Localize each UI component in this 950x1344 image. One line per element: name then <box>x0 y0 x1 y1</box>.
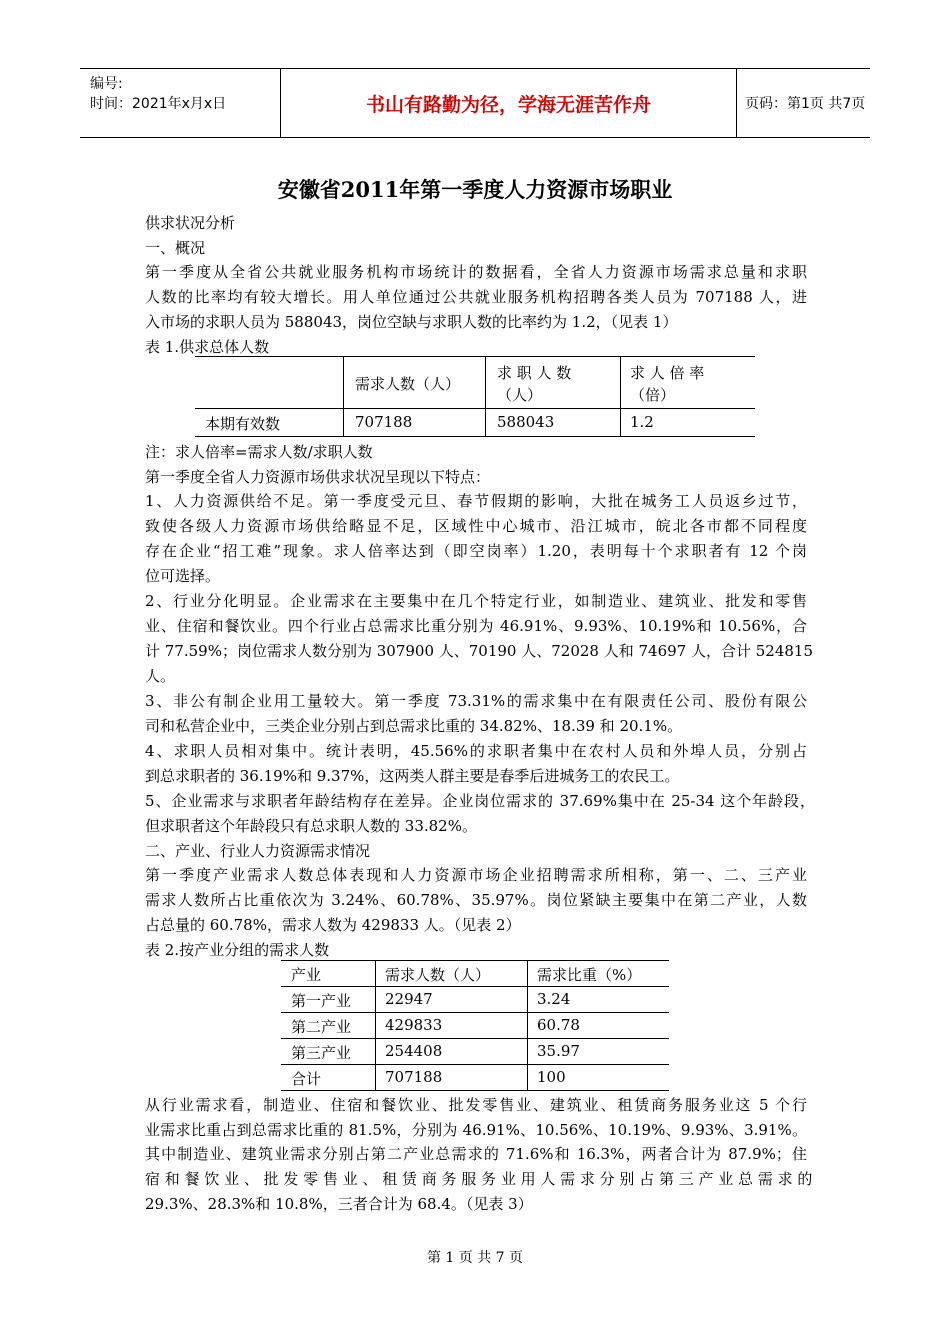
point-line: 计 77.59%；岗位需求人数分别为 307900 人、70190 人、72028 人和 74697 人，合计 524815 <box>145 642 814 660</box>
sector-line: 宿 和 餐 饮 业 、 批 发 零 售 业 、 租 赁 商 务 服 务 业 用 人 需 求 分 别 占 第 三 产 业 总 需 求 的 <box>145 1170 813 1188</box>
table2-cell: 100 <box>537 1068 566 1086</box>
point-line: 5、企业需求与求职者年龄结构存在差异。企业岗位需求的 37.69%集中在 25-34 这个年龄段， <box>145 792 815 810</box>
point-line: 2、行业分化明显。企业需求在主要集中在几个特定行业，如制造业、建筑业、批发和零售 <box>145 592 807 610</box>
table1-note: 注：求人倍率=需求人数/求职人数 <box>145 443 373 461</box>
table2-cell: 707188 <box>385 1068 443 1086</box>
header-meta <box>80 69 280 137</box>
table2-caption: 表 2.按产业分组的需求人数 <box>145 941 330 959</box>
section-heading-2: 二、产业、行业人力资源需求情况 <box>145 842 371 860</box>
overview-line: 入市场的求职人员为 588043，岗位空缺与求职人数的比率约为 1.2，（见表 1） <box>145 313 678 331</box>
table2-cell: 第三产业 <box>291 1044 352 1062</box>
table2-cell: 429833 <box>385 1016 443 1034</box>
table2-cell: 60.78 <box>537 1016 580 1034</box>
motto-text: 书山有路勤为径，学海无涯苦作舟 <box>365 93 651 116</box>
page-footer: 第 1 页 共 7 页 <box>426 1250 524 1266</box>
overview-line: 第一季度从全省公共就业服务机构市场统计的数据看，全省人力资源市场需求总量和求职 <box>145 263 807 281</box>
table2-cell: 254408 <box>385 1042 443 1060</box>
table1-cell: 707188 <box>355 413 413 431</box>
time-label: 时间：2021年x月x日 <box>90 96 227 112</box>
sector-line: 从行业需求看，制造业、住宿和餐饮业、批发零售业、建筑业、租赁商务服务业这 5 个行 <box>145 1096 807 1114</box>
table2-cell: 22947 <box>385 990 433 1008</box>
point-line: 业、住宿和餐饮业。四个行业占总需求比重分别为 46.91%、9.93%、10.19%和 10.56%，合 <box>145 617 807 635</box>
table1-header-seekers-unit: （人） <box>497 386 543 404</box>
table1-row-label: 本期有效数 <box>205 415 281 433</box>
table2-header: 需求比重（%） <box>537 966 642 984</box>
features-intro: 第一季度全省人力资源市场供求状况呈现以下特点： <box>145 468 491 486</box>
table1-cell: 1.2 <box>630 413 654 431</box>
number-label: 编号: <box>90 76 123 92</box>
page-header <box>80 68 870 138</box>
sector-line: 29.3%、28.3%和 10.8%，三者合计为 68.4。（见表 3） <box>145 1195 533 1213</box>
point-line: 3、非公有制企业用工量较大。第一季度 73.31%的需求集中在有限责任公司、股份有限公 <box>145 692 807 710</box>
sector-line: 其中制造业、建筑业需求分别占第二产业总需求的 71.6%和 16.3%，两者合计为 87.9%；住 <box>145 1145 807 1163</box>
table2-cell: 3.24 <box>537 990 571 1008</box>
point-line: 1、人力资源供给不足。第一季度受元旦、春节假期的影响，大批在城务工人员返乡过节， <box>145 492 807 510</box>
section-heading-1: 一、概况 <box>145 239 206 257</box>
point-line: 司和私营企业中，三类企业分别占到总需求比重的 34.82%、18.39 和 20.1%。 <box>145 717 683 735</box>
table2 <box>281 960 669 1090</box>
point-line: 到总求职者的 36.19%和 9.37%，这两类人群主要是春季后进城务工的农民工。 <box>145 767 680 785</box>
point-line: 位可选择。 <box>145 567 221 585</box>
point-line: 致使各级人力资源市场供给略显不足，区域性中心城市、沿江城市，皖北各市都不同程度 <box>145 517 807 535</box>
point-line: 人。 <box>145 667 176 685</box>
table1-caption: 表 1.供求总体人数 <box>145 338 270 356</box>
document-title: 安徽省2011年第一季度人力资源市场职业 <box>277 177 673 202</box>
point-line: 存在企业“招工难”现象。求人倍率达到（即空岗率）1.20，表明每十个求职者有 12 个岗 <box>145 542 807 560</box>
table2-header: 产业 <box>291 966 322 984</box>
industry-line: 第一季度产业需求人数总体表现和人力资源市场企业招聘需求所相称，第一、二、三产业 <box>145 866 807 884</box>
table1-cell: 588043 <box>497 413 555 431</box>
overview-line: 人数的比率均有较大增长。用人单位通过公共就业服务机构招聘各类人员为 707188 人，进 <box>145 288 807 306</box>
table1-header-ratio-unit: （倍） <box>630 386 676 404</box>
table1-header-demand: 需求人数（人） <box>355 375 461 393</box>
table2-cell: 第二产业 <box>291 1018 352 1036</box>
point-line: 但求职者这个年龄段只有总求职人数的 33.82%。 <box>145 817 477 835</box>
industry-line: 占总量的 60.78%，需求人数为 429833 人。（见表 2） <box>145 916 521 934</box>
table1-header-seekers: 求 职 人 数 <box>497 364 572 382</box>
table1 <box>195 356 755 436</box>
header-page-info: 页码：第1页 共7页 <box>745 96 866 112</box>
table2-cell: 合计 <box>291 1070 322 1088</box>
subtitle-line: 供求状况分析 <box>145 214 236 232</box>
point-line: 4、求职人员相对集中。统计表明，45.56%的求职者集中在农村人员和外埠人员，分别占 <box>145 742 807 760</box>
table1-header-ratio: 求 人 倍 率 <box>630 364 705 382</box>
sector-line: 业需求比重占到总需求比重的 81.5%，分别为 46.91%、10.56%、10.19%、9.93%、3.91%。 <box>145 1121 807 1139</box>
header-motto <box>280 69 737 137</box>
table2-cell: 第一产业 <box>291 992 352 1010</box>
table2-header: 需求人数（人） <box>385 966 491 984</box>
table2-cell: 35.97 <box>537 1042 580 1060</box>
industry-line: 需求人数所占比重依次为 3.24%、60.78%、35.97%。岗位紧缺主要集中在第二产业，人数 <box>145 891 807 909</box>
